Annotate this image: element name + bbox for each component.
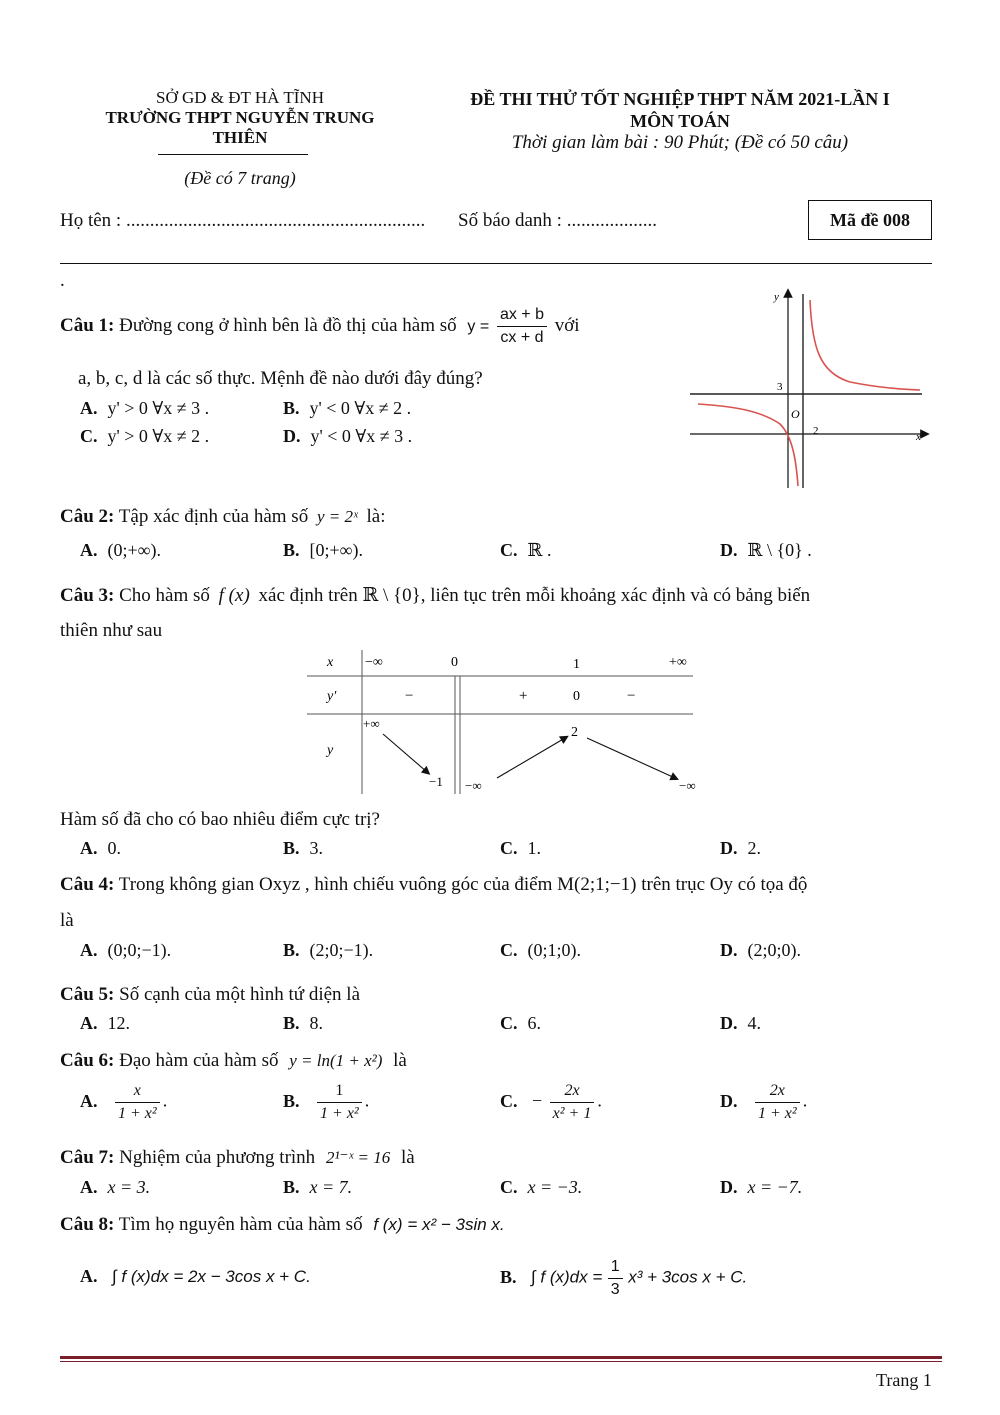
- school-name-cont: THIÊN: [212, 128, 268, 147]
- q3-func: f (x): [218, 585, 250, 606]
- q1-text-b: với: [554, 314, 580, 336]
- q6-label: Câu 6:: [60, 1050, 115, 1071]
- q6-option-c[interactable]: C. − $\frac{2x}{\text{x² + 1}}$ .: [500, 1082, 602, 1122]
- q5-option-c[interactable]: C. 6.: [500, 1013, 541, 1033]
- arrow-decrease-2: [587, 738, 675, 778]
- q2-text: Tập xác định của hàm số: [118, 506, 309, 527]
- q7-text: Nghiệm của phương trình: [119, 1147, 316, 1168]
- row-yprime-label: y′: [327, 689, 337, 704]
- row-y-label: y: [327, 743, 334, 758]
- q5-option-b[interactable]: B. 8.: [283, 1013, 324, 1033]
- q3-question: Hàm số đã cho có bao nhiêu điểm cực trị?: [60, 809, 380, 830]
- q5-text: Số cạnh của một hình tứ diện là: [119, 984, 361, 1005]
- q6-option-b[interactable]: B. $\frac{1}{\text{1 + x²}}$ .: [283, 1082, 370, 1122]
- q6-option-d[interactable]: D. $\frac{2x}{\text{1 + x²}}$ .: [720, 1082, 808, 1122]
- question-8: [60, 1214, 505, 1236]
- q3-option-d[interactable]: D. 2.: [720, 838, 761, 858]
- graph-h-asym-label: 3: [777, 381, 783, 393]
- row-x-label: x: [327, 655, 334, 670]
- x-val-0: 0: [451, 655, 458, 670]
- q7-text-b: là: [401, 1147, 415, 1168]
- sign-3: −: [627, 688, 636, 704]
- y-val-max: 2: [571, 725, 578, 740]
- q1-numerator: ax + b: [497, 304, 547, 327]
- variation-table: [305, 648, 700, 796]
- header-divider: [158, 154, 308, 155]
- q4-option-a[interactable]: A. (0;0;−1).: [80, 940, 172, 960]
- q3-text: Cho hàm số: [119, 585, 210, 606]
- curve-left-branch: [698, 404, 798, 486]
- q1-option-a[interactable]: A. y' > 0 ∀x ≠ 3 .: [80, 398, 210, 418]
- q7-option-d[interactable]: D. x = −7.: [720, 1177, 803, 1197]
- exam-header: [420, 88, 940, 154]
- q5-label: Câu 5:: [60, 984, 115, 1005]
- question-2: [60, 506, 386, 528]
- graph-x-label: x: [916, 431, 921, 443]
- question-7: [60, 1147, 415, 1169]
- arrow-increase: [497, 738, 565, 778]
- sign-zero: 0: [573, 689, 580, 704]
- q2-option-d[interactable]: D. ℝ \ {0} .: [720, 540, 812, 560]
- graph-origin-label: O: [791, 407, 800, 421]
- q5-option-d[interactable]: D. 4.: [720, 1013, 761, 1033]
- q2-option-a[interactable]: A. (0;+∞).: [80, 540, 161, 560]
- q8-text: Tìm họ nguyên hàm của hàm số: [118, 1214, 363, 1235]
- q2-text-b: là:: [366, 506, 386, 527]
- q7-option-c[interactable]: C. x = −3.: [500, 1177, 583, 1197]
- q3-option-c[interactable]: C. 1.: [500, 838, 541, 858]
- y-val-neg1: −1: [429, 774, 443, 789]
- curve-right-branch: [810, 300, 920, 390]
- page-number: Trang 1: [876, 1370, 932, 1390]
- q3-option-b[interactable]: B. 3.: [283, 838, 324, 858]
- sign-2: +: [519, 688, 528, 704]
- question-1: [60, 304, 580, 349]
- question-4: [60, 874, 807, 896]
- q1-denominator: cx + d: [500, 329, 544, 346]
- q6-text-b: là: [393, 1050, 407, 1071]
- q4-option-c[interactable]: C. (0;1;0).: [500, 940, 581, 960]
- q6-option-a[interactable]: A. $\frac{x}{\text{1 + x²}}$ .: [80, 1082, 168, 1122]
- y-val-pos-inf: +∞: [363, 716, 380, 731]
- q8-label: Câu 8:: [60, 1214, 115, 1235]
- q7-label: Câu 7:: [60, 1147, 115, 1168]
- q4-label: Câu 4:: [60, 874, 115, 895]
- q4-option-d[interactable]: D. (2;0;0).: [720, 940, 801, 960]
- q1-fraction: [497, 304, 547, 349]
- stray-dot: .: [60, 270, 65, 291]
- arrow-decrease-1: [383, 734, 427, 772]
- school-header: [60, 88, 420, 148]
- q1-text: Đường cong ở hình bên là đồ thị của hàm số: [119, 314, 457, 336]
- x-val-pos-inf: +∞: [669, 655, 687, 670]
- q1-option-c[interactable]: C. y' > 0 ∀x ≠ 2 .: [80, 426, 210, 446]
- q3-label: Câu 3:: [60, 585, 115, 606]
- page-count: (Đề có 7 trang): [184, 168, 296, 188]
- q6-text: Đạo hàm của hàm số: [119, 1050, 279, 1071]
- q8-func: f (x) = x² − 3sin x.: [373, 1215, 505, 1234]
- q4-text: Trong không gian Oxyz , hình chiếu vuông góc của điểm M(2;1;−1) trên trục Oy có tọa độ: [118, 874, 808, 895]
- q3-line2: thiên như sau: [60, 620, 163, 641]
- q8-option-a[interactable]: A. ∫ f (x)dx = 2x − 3cos x + C.: [80, 1266, 311, 1286]
- graph-v-asym-label: 2: [813, 425, 819, 437]
- q7-option-a[interactable]: A. x = 3.: [80, 1177, 151, 1197]
- time-limit: Thời gian làm bài : 90 Phút; (Đề có 50 câu): [511, 132, 849, 153]
- q2-option-b[interactable]: B. [0;+∞).: [283, 540, 363, 560]
- exam-title: ĐỀ THI THỬ TỐT NGHIỆP THPT NĂM 2021-LẦN I: [470, 89, 890, 109]
- q1-option-b[interactable]: B. y' < 0 ∀x ≠ 2 .: [283, 398, 412, 418]
- q7-equation: 2¹⁻ˣ = 16: [325, 1148, 391, 1167]
- q2-option-c[interactable]: C. ℝ .: [500, 540, 552, 560]
- q1-option-d[interactable]: D. y' < 0 ∀x ≠ 3 .: [283, 426, 413, 446]
- footer-rule-thin: [60, 1361, 942, 1362]
- q1-y-eq: y =: [467, 317, 490, 335]
- sign-1: −: [405, 688, 414, 704]
- name-field: Họ tên : ...............................................................: [60, 210, 426, 231]
- x-val-1: 1: [573, 657, 580, 672]
- y-val-neg-inf-a: −∞: [465, 778, 482, 793]
- school-name: TRƯỜNG THPT NGUYỄN TRUNG: [105, 108, 375, 127]
- y-val-neg-inf-b: −∞: [679, 778, 696, 793]
- footer-rule-thick: [60, 1356, 942, 1359]
- sbd-field: Số báo danh : ...................: [458, 210, 657, 231]
- q8-option-b[interactable]: B. ∫ f (x)dx = $\frac{1}{3}$ x³ + 3cos x + C.: [500, 1258, 748, 1298]
- q3-option-a[interactable]: A. 0.: [80, 838, 121, 858]
- exam-code-box: Mã đề 008: [808, 200, 932, 240]
- q4-option-b[interactable]: B. (2;0;−1).: [283, 940, 374, 960]
- x-val-neg-inf: −∞: [365, 655, 383, 670]
- department: SỞ GD & ĐT HÀ TĨNH: [156, 88, 324, 107]
- q4-line2: là: [60, 910, 74, 931]
- q5-option-a[interactable]: A. 12.: [80, 1013, 130, 1033]
- q2-func: y = 2ˣ: [316, 507, 358, 526]
- q3-text-b: xác định trên ℝ \ {0}, liên tục trên mỗi khoảng xác định và có bảng biến: [258, 585, 811, 606]
- q1-graph: [690, 288, 930, 493]
- question-5: [60, 984, 360, 1006]
- q1-label: Câu 1:: [60, 314, 115, 336]
- q6-func: y = ln(1 + x²): [289, 1051, 383, 1070]
- q7-option-b[interactable]: B. x = 7.: [283, 1177, 353, 1197]
- q1-line2: a, b, c, d là các số thực. Mệnh đề nào dưới đây đúng?: [78, 368, 483, 389]
- header-rule: [60, 263, 932, 264]
- subject: MÔN TOÁN: [630, 111, 730, 131]
- graph-y-label: y: [774, 291, 779, 303]
- question-3: [60, 584, 810, 607]
- question-6: [60, 1050, 407, 1072]
- q2-label: Câu 2:: [60, 506, 115, 527]
